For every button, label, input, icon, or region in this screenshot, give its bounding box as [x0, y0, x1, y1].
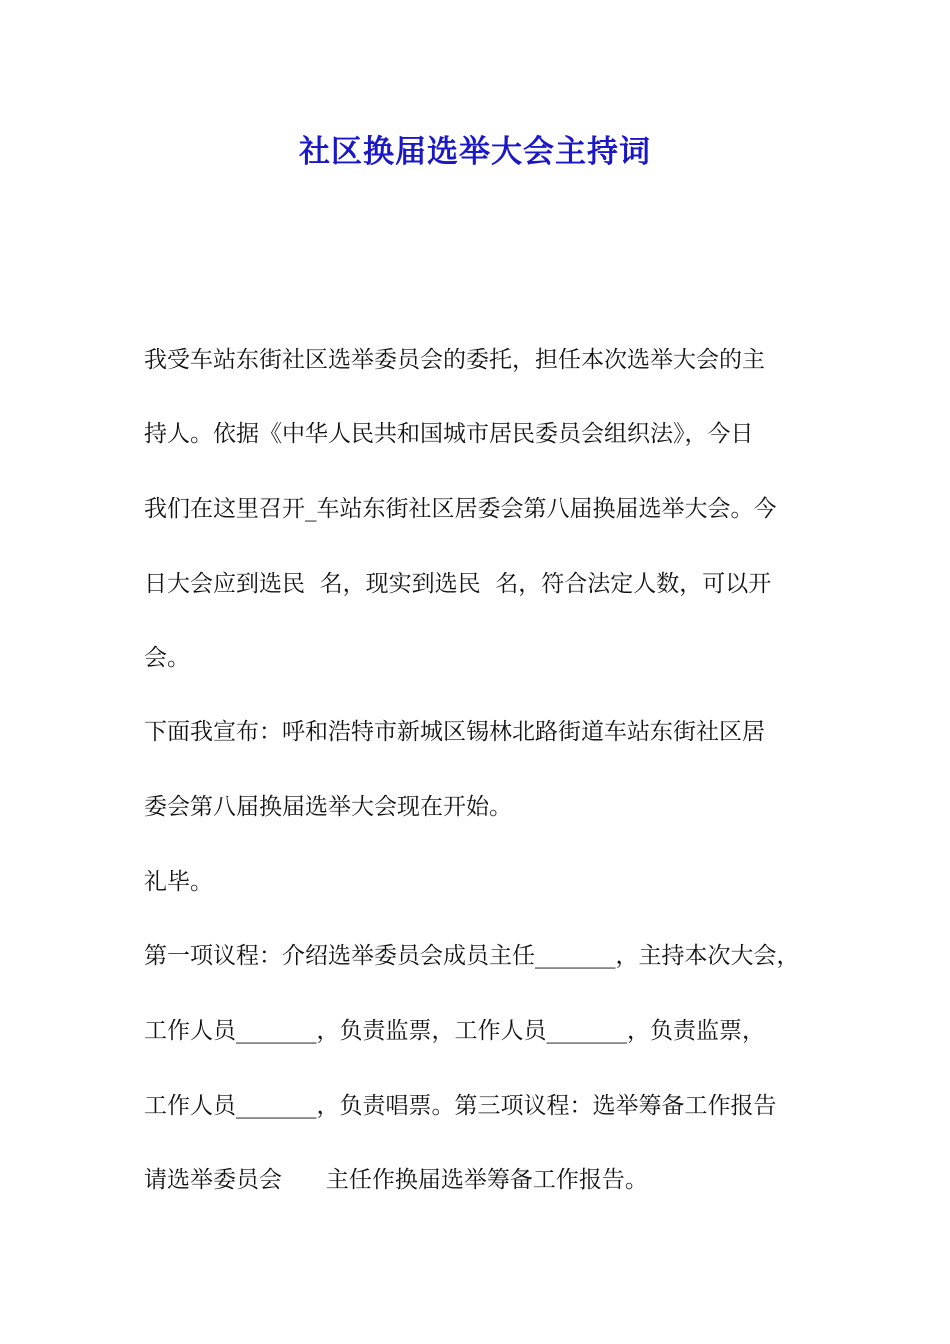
paragraph-line: 第一项议程：介绍选举委员会成员主任_______，主持本次大会，: [144, 943, 800, 969]
paragraph-line: 礼毕。: [144, 869, 213, 895]
paragraph-line: 持人。依据《中华人民共和国城市居民委员会组织法》，今日: [144, 421, 754, 447]
paragraph-line: 我受车站东街社区选举委员会的委托，担任本次选举大会的主: [144, 347, 765, 373]
paragraph-line: 我们在这里召开_车站东街社区居委会第八届换届选举大会。今: [144, 496, 777, 522]
paragraph-line: 请选举委员会 主任作换届选举筹备工作报告。: [144, 1167, 648, 1193]
paragraph-line: 委会第八届换届选举大会现在开始。: [144, 794, 512, 820]
paragraph-line: 工作人员_______，负责监票，工作人员_______，负责监票，: [144, 1018, 765, 1044]
paragraph-line: 会。: [144, 645, 190, 671]
paragraph-line: 下面我宣布：呼和浩特市新城区锡林北路街道车站东街社区居: [144, 719, 765, 745]
paragraph-line: 日大会应到选民 名，现实到选民 名，符合法定人数，可以开: [144, 571, 772, 597]
paragraph-line: 工作人员_______，负责唱票。第三项议程：选举筹备工作报告: [144, 1093, 777, 1119]
document-title: 社区换届选举大会主持词: [299, 134, 651, 170]
